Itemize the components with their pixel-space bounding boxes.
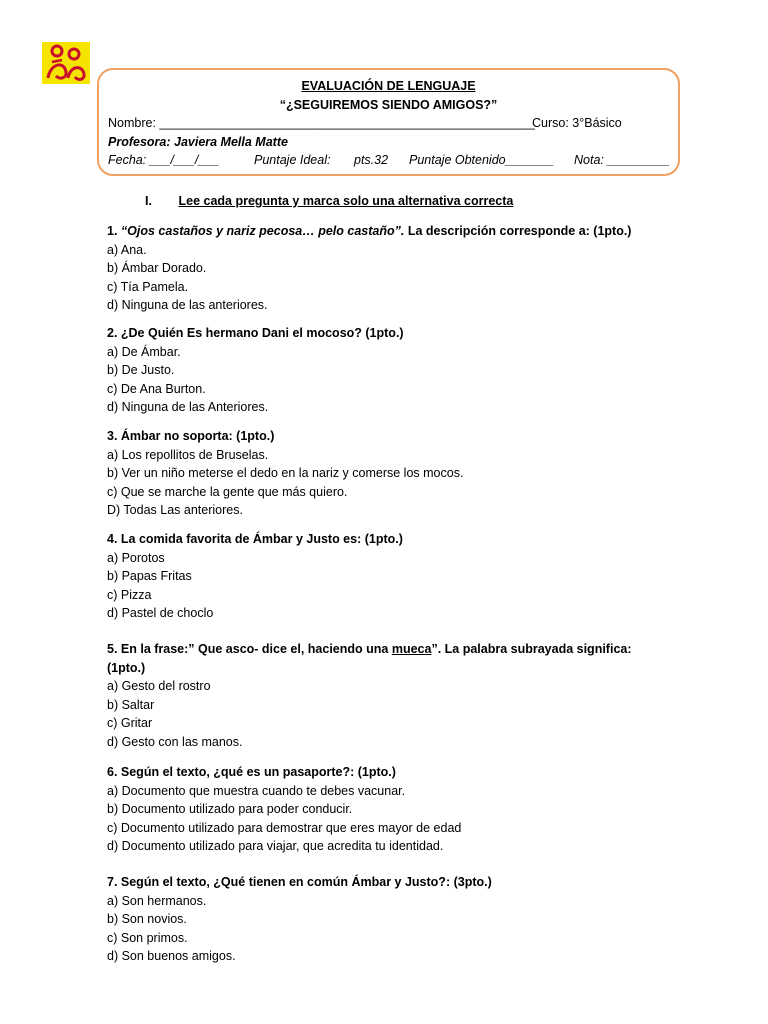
option[interactable]: d) Pastel de choclo bbox=[107, 606, 214, 620]
option[interactable]: b) Ámbar Dorado. bbox=[107, 261, 207, 275]
option[interactable]: a) Son hermanos. bbox=[107, 893, 207, 908]
option[interactable]: d) Ninguna de las anteriores. bbox=[107, 298, 268, 312]
question-5-text: 5. En la frase:” Que asco- dice el, haciendo una mueca”. La palabra subrayada significa: (1pto.) bbox=[107, 642, 632, 675]
nombre-field[interactable] bbox=[108, 116, 535, 130]
question-2-text: 2. ¿De Quién Es hermano Dani el mocoso? (1pto.) bbox=[107, 326, 404, 340]
question-1-text: 1. “Ojos castaños y nariz pecosa… pelo castaño”. La descripción corresponde a: (1pto.) bbox=[107, 224, 632, 238]
option[interactable]: b) De Justo. bbox=[107, 363, 175, 377]
curso-label: Curso: 3°Básico bbox=[532, 116, 622, 130]
question-7 bbox=[107, 873, 667, 966]
option[interactable]: d) Gesto con las manos. bbox=[107, 734, 243, 749]
question-4 bbox=[107, 530, 667, 623]
option[interactable]: c) Gritar bbox=[107, 716, 153, 730]
section-number: I. bbox=[145, 194, 152, 208]
option[interactable]: c) Documento utilizado para demostrar que eres mayor de edad bbox=[107, 820, 462, 835]
option[interactable]: a) Ana. bbox=[107, 242, 147, 257]
option[interactable]: c) Tía Pamela. bbox=[107, 279, 189, 294]
pts-label: pts.32 bbox=[354, 153, 389, 167]
nota-field[interactable]: Nota: _________ bbox=[574, 153, 670, 167]
underlined-word: mueca bbox=[391, 642, 432, 656]
question-7-text: 7. Según el texto, ¿Qué tienen en común Ámbar y Justo?: (3pto.) bbox=[107, 875, 492, 889]
puntaje-obtenido-field[interactable]: Puntaje Obtenido_______ bbox=[409, 153, 555, 167]
profesora-label: Profesora: Javiera Mella Matte bbox=[108, 135, 288, 149]
option[interactable]: d) Documento utilizado para viajar, que acredita tu identidad. bbox=[107, 839, 444, 853]
exam-title: EVALUACIÓN DE LENGUAJE bbox=[301, 79, 476, 93]
option[interactable]: D) Todas Las anteriores. bbox=[107, 503, 243, 517]
header-box bbox=[97, 68, 680, 176]
nombre-label: Nombre: bbox=[108, 116, 160, 130]
section-instruction: Lee cada pregunta y marca solo una alternativa correcta bbox=[178, 194, 514, 208]
option[interactable]: b) Son novios. bbox=[107, 912, 187, 926]
option[interactable]: a) Documento que muestra cuando te debes vacunar. bbox=[107, 783, 406, 798]
section-heading bbox=[145, 194, 513, 208]
option[interactable]: a) Gesto del rostro bbox=[107, 679, 211, 693]
option[interactable]: b) Saltar bbox=[107, 697, 155, 712]
option[interactable]: a) De Ámbar. bbox=[107, 344, 181, 359]
question-3 bbox=[107, 427, 667, 520]
option[interactable]: d) Son buenos amigos. bbox=[107, 949, 236, 963]
question-6-text: 6. Según el texto, ¿qué es un pasaporte?: (1pto.) bbox=[107, 765, 396, 779]
fecha-field[interactable]: Fecha: ___/___/___ bbox=[108, 153, 220, 167]
option[interactable]: b) Documento utilizado para poder conducir. bbox=[107, 802, 353, 816]
option[interactable]: b) Ver un niño meterse el dedo en la nariz y comerse los mocos. bbox=[107, 466, 464, 480]
option[interactable]: c) Son primos. bbox=[107, 930, 188, 945]
question-5 bbox=[107, 640, 667, 751]
school-logo bbox=[42, 42, 90, 84]
puntaje-ideal-label: Puntaje Ideal: bbox=[254, 153, 331, 167]
question-2 bbox=[107, 324, 667, 417]
question-6 bbox=[107, 763, 667, 856]
option[interactable]: c) Pizza bbox=[107, 587, 152, 602]
exam-subtitle: “¿SEGUIREMOS SIENDO AMIGOS?” bbox=[279, 98, 498, 112]
option[interactable]: c) De Ana Burton. bbox=[107, 381, 206, 396]
option[interactable]: c) Que se marche la gente que más quiero. bbox=[107, 484, 348, 499]
question-3-text: 3. Ámbar no soporta: (1pto.) bbox=[107, 429, 275, 443]
option[interactable]: d) Ninguna de las Anteriores. bbox=[107, 400, 269, 414]
option[interactable]: a) Los repollitos de Bruselas. bbox=[107, 447, 269, 462]
question-4-text: 4. La comida favorita de Ámbar y Justo es: (1pto.) bbox=[107, 532, 403, 546]
option[interactable]: a) Porotos bbox=[107, 550, 165, 565]
question-1 bbox=[107, 222, 667, 315]
nombre-line: ______________________________________________________ bbox=[159, 116, 535, 130]
option[interactable]: b) Papas Fritas bbox=[107, 569, 192, 583]
